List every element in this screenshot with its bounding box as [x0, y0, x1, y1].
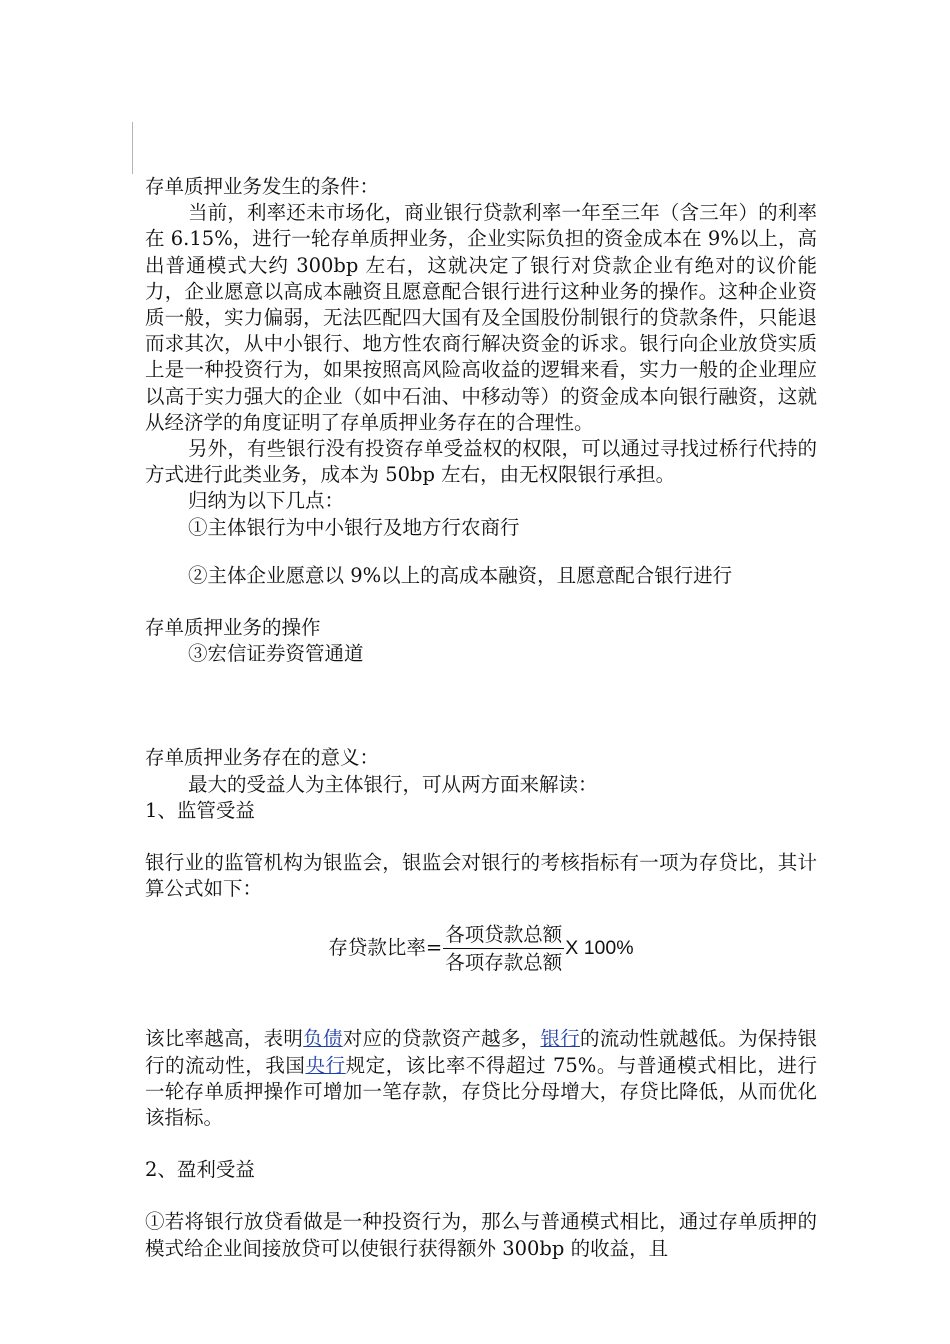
- subheading-regulatory: 1、监管受益: [145, 798, 255, 822]
- link-central-bank[interactable]: 央行: [305, 1053, 346, 1077]
- list-item-1: ①主体银行为中小银行及地方行农商行: [188, 515, 520, 539]
- document-page: [145, 174, 817, 1262]
- paragraph-ratio: [145, 1026, 817, 1131]
- formula-suffix: X 100%: [565, 937, 634, 960]
- ratio-text-1: 该比率越高，表明: [145, 1027, 304, 1051]
- list-item-3: ③宏信证券资管通道: [188, 642, 364, 666]
- section-heading-significance: 存单质押业务存在的意义：: [145, 746, 380, 770]
- paragraph-beneficiary: 最大的受益人为主体银行，可从两方面来解读：: [188, 772, 598, 796]
- link-bank[interactable]: 银行: [540, 1027, 580, 1051]
- summary-label: 归纳为以下几点：: [188, 489, 345, 513]
- section-heading-conditions: 存单质押业务发生的条件：: [145, 175, 380, 198]
- formula-fraction: [443, 922, 564, 975]
- paragraph-profit: ①若将银行放贷看做是一种投资行为，那么与普通模式相比，通过存单质押的模式给企业间接放贷可以使银行获得额外 300bp 的收益，且: [145, 1210, 817, 1260]
- paragraph-bridge-bank: 另外，有些银行没有投资存单受益权的权限，可以通过寻找过桥行代持的方式进行此类业务，成本为 50bp 左右，由无权限银行承担。: [145, 437, 817, 487]
- ratio-text-4: 规定，该比率不得超过 75%。与普通模式相比，进行一轮存单质押操作可增加一笔存款，存贷比分母增大，存贷比降低，从而优化该指标。: [145, 1053, 817, 1130]
- paragraph-regulator: 银行业的监管机构为银监会，银监会对银行的考核指标有一项为存贷比，其计算公式如下：: [145, 851, 817, 901]
- subheading-profit: 2、盈利受益: [145, 1158, 255, 1182]
- text-cursor-marker: [132, 122, 133, 174]
- loan-deposit-ratio-formula: [145, 916, 817, 980]
- formula-numerator: 各项贷款总额: [443, 922, 564, 949]
- ratio-text-3: 的流动性就越低。为保持银行的流动性，我国: [145, 1027, 817, 1077]
- formula-denominator: 各项存款总额: [445, 950, 563, 974]
- list-item-2: ②主体企业愿意以 9%以上的高成本融资，且愿意配合银行进行: [188, 563, 733, 587]
- formula-lhs: 存贷款比率=: [328, 936, 443, 960]
- link-liability[interactable]: 负债: [303, 1027, 343, 1051]
- ratio-text-2: 对应的贷款资产越多，: [342, 1027, 541, 1051]
- paragraph-conditions: 当前，利率还未市场化，商业银行贷款利率一年至三年（含三年）的利率在 6.15%，进行一轮存单质押业务，企业实际负担的资金成本在 9%以上，高出普通模式大约 300bp 左右，这就决定了银行对贷款企业有绝对的议价能力，企业愿意以高成本融资且愿意配合银行进行这种业务的操作。这种企业资质一般，实力偏弱，无法匹配四大国有及全国股份制银行的贷款条件，只能退而求其次，从中小银行、地方性农商行解决资金的诉求。银行向企业放贷实质上是一种投资行为，如果按照高风险高收益的逻辑来看，实力一般的企业理应以高于实力强大的企业（如中石油、中移动等）的资金成本向银行融资，这就从经济学的角度证明了存单质押业务存在的合理性。: [145, 201, 817, 434]
- list-item-2-continuation: 存单质押业务的操作: [145, 616, 321, 640]
